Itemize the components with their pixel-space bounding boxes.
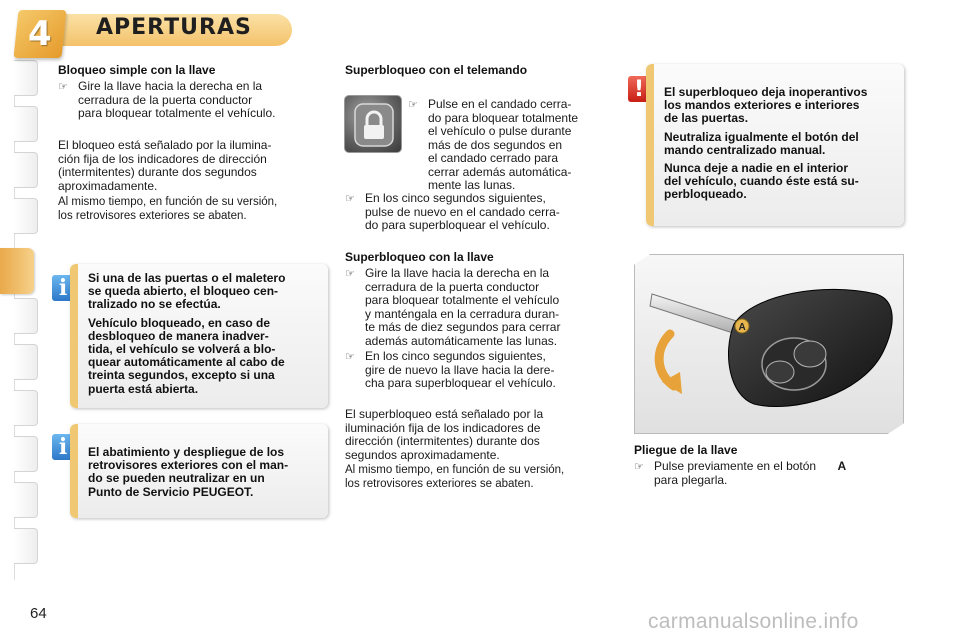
info-paragraph	[88, 446, 320, 499]
chapter-tab	[14, 436, 38, 472]
button-a-label: A	[837, 459, 847, 473]
watermark: carmanualsonline.info	[648, 610, 859, 633]
text-line: perbloqueado.	[664, 187, 747, 202]
text-line: para bloquear totalmente el vehículo	[365, 293, 560, 307]
bullet-hand-icon: ☞	[408, 98, 418, 111]
text-line: Al mismo tiempo, en función de su versión,	[345, 464, 565, 476]
info-paragraph	[88, 317, 320, 396]
chapter-number: 4	[28, 14, 52, 54]
text-line: dirección (intermitentes) durante dos	[345, 434, 540, 448]
bullet-text	[345, 267, 616, 348]
text-line: treinta segundos, excepto si una	[88, 368, 275, 383]
text-line: Al mismo tiempo, en función de su versión,	[58, 196, 278, 208]
warning-box-text	[664, 86, 896, 202]
chapter-tab	[14, 344, 38, 380]
page-number: 64	[30, 605, 47, 622]
text-line: El bloqueo está señalado por la ilumina-	[58, 138, 272, 152]
padlock-icon	[345, 96, 403, 154]
text-line: mente las lunas.	[428, 178, 516, 192]
text-line: el candado cerrado para	[428, 151, 559, 165]
bullet-text	[634, 460, 906, 487]
info-icon: i	[52, 275, 74, 301]
section-heading-simple-lock: Bloqueo simple con la llave	[58, 63, 216, 77]
text-line: Gire la llave hacia la derecha en la	[78, 79, 263, 93]
warning-box-deadlock	[646, 64, 904, 226]
text-line: tida, el vehículo se volverá a blo-	[88, 342, 276, 357]
text-line: Punto de Servicio PEUGEOT.	[88, 484, 254, 499]
text-line: ción fija de los indicadores de dirección	[58, 151, 267, 166]
bullet-text	[345, 350, 616, 391]
bullet-hand-icon: ☞	[345, 192, 355, 205]
text-line: do para superbloquear el vehículo.	[365, 218, 550, 232]
text-line: do se pueden neutralizar en un	[88, 471, 265, 486]
chapter-tab	[14, 528, 38, 564]
info-box-text	[88, 272, 320, 396]
text-line: el vehículo o pulse durante	[428, 124, 572, 138]
text-line: los retrovisores exteriores se abaten.	[345, 477, 534, 490]
chapter-badge	[13, 10, 66, 58]
info-paragraph	[88, 272, 320, 312]
info-box-mirrors	[70, 424, 328, 518]
bullet-hand-icon: ☞	[345, 267, 355, 280]
text-line: se queda abierto, el bloqueo cen-	[88, 284, 279, 299]
bullet-text	[58, 80, 328, 121]
text-line: quear automáticamente al cabo de	[88, 355, 285, 370]
bullet-key-again	[345, 350, 616, 391]
info-icon: i	[52, 434, 74, 460]
text-line: retrovisores exteriores con el man-	[88, 458, 289, 473]
info-box-central-lock	[70, 264, 328, 408]
text-line: Vehículo bloqueado, en caso de	[88, 315, 271, 330]
text-line: Pulse en el candado cerra-	[428, 97, 572, 111]
text-line: cerradura de la puerta conductor	[365, 279, 540, 294]
bullet-fold-key	[634, 460, 906, 487]
text-line: Nunca deje a nadie en el interior	[664, 161, 849, 176]
active-chapter-tab	[0, 248, 34, 294]
text-line: El superbloqueo está señalado por la	[345, 407, 544, 421]
text-line: aproximadamente.	[58, 178, 158, 193]
chapter-tab	[14, 60, 38, 96]
text-line: para bloquear totalmente el vehículo.	[78, 106, 276, 120]
chapter-tab	[14, 482, 38, 518]
text-line: En los cinco segundos siguientes,	[365, 349, 546, 363]
text-line: Gire la llave hacia la derecha en la	[365, 266, 550, 280]
text-line: puerta está abierta.	[88, 381, 199, 396]
text-line: Si una de las puertas o el maletero	[88, 271, 286, 285]
section-heading-fold-key: Pliegue de la llave	[634, 443, 738, 457]
bullet-remote-press	[408, 98, 616, 193]
text-line: te más de diez segundos para cerrar	[365, 320, 561, 334]
bullet-text	[345, 192, 616, 233]
chapter-tab-rail	[0, 40, 46, 580]
paragraph-deadlock-signal	[345, 408, 616, 462]
chapter-tab	[14, 152, 38, 188]
warning-paragraph	[664, 162, 896, 202]
paragraph-mirrors-2	[345, 464, 616, 491]
section-heading-remote-deadlock: Superbloqueo con el telemando	[345, 63, 528, 77]
folding-key-illustration	[634, 254, 904, 434]
text-line: y manténgala en la cerradura duran-	[365, 306, 560, 321]
bullet-hand-icon: ☞	[634, 460, 644, 473]
text-line: cerrar además automática-	[428, 164, 572, 179]
text-line: pulse de nuevo en el candado cerra-	[365, 204, 560, 219]
text-line: do para bloquear totalmente	[428, 110, 579, 125]
paragraph-lock-signal	[58, 139, 328, 193]
text-line: los retrovisores exteriores se abaten.	[58, 209, 247, 222]
chapter-tab	[14, 390, 38, 426]
text-line: segundos aproximadamente.	[345, 447, 500, 462]
text-line: mando centralizado manual.	[664, 142, 826, 157]
chapter-tab	[14, 198, 38, 234]
remote-lock-button-image	[344, 95, 402, 153]
bullet-key-turn	[345, 267, 616, 348]
section-heading-key-deadlock: Superbloqueo con la llave	[345, 250, 494, 264]
text-line: iluminación fija de los indicadores de	[345, 420, 541, 435]
text-line: los mandos exteriores e interiores	[664, 98, 860, 113]
bullet-hand-icon: ☞	[345, 350, 355, 363]
text-line: para plegarla.	[654, 472, 728, 487]
button-a-callout: A	[738, 322, 746, 333]
warning-paragraph	[664, 131, 896, 157]
text-line: gire de nuevo la llave hacia la dere-	[365, 362, 555, 377]
chapter-tab	[14, 298, 38, 334]
text-line: desbloqueo de manera inadver-	[88, 328, 269, 343]
info-box-text	[88, 446, 320, 499]
text-line: tralizado no se efectúa.	[88, 297, 221, 312]
page-title: APERTURAS	[96, 15, 252, 40]
text-line: cerradura de la puerta conductor	[78, 92, 253, 107]
text-line: El superbloqueo deja inoperantivos	[664, 85, 868, 99]
text-line: El abatimiento y despliegue de los	[88, 445, 285, 459]
bullet-hand-icon: ☞	[58, 80, 68, 93]
warning-paragraph	[664, 86, 896, 126]
text-line: cha para superbloquear el vehículo.	[365, 376, 556, 390]
text-line: (intermitentes) durante dos segundos	[58, 165, 257, 179]
text-line: Pulse previamente en el botón	[654, 459, 817, 473]
text-line: además automáticamente las lunas.	[365, 333, 558, 348]
bullet-text	[408, 98, 616, 193]
text-line: más de dos segundos en	[428, 137, 563, 152]
bullet-remote-again	[345, 192, 616, 233]
text-line: Neutraliza igualmente el botón del	[664, 129, 859, 144]
chapter-tab	[14, 106, 38, 142]
text-line: de las puertas.	[664, 111, 749, 126]
bullet-simple-lock	[58, 80, 328, 121]
text-line: En los cinco segundos siguientes,	[365, 191, 546, 205]
warning-icon: !	[628, 76, 650, 102]
paragraph-mirrors	[58, 196, 328, 223]
text-line: del vehículo, cuando éste está su-	[664, 174, 859, 189]
